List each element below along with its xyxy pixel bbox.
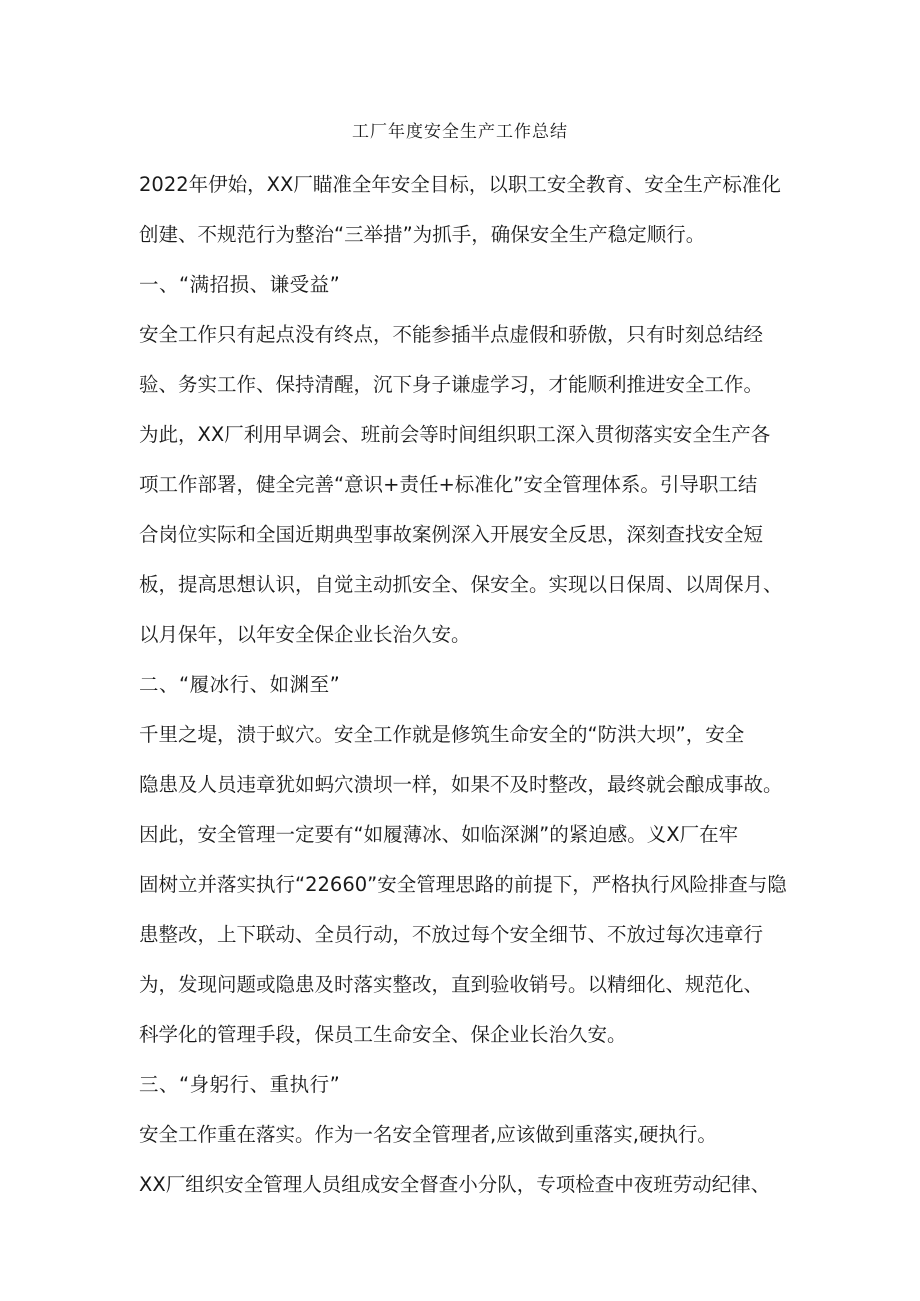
paragraph-line: 因此，安全管理一定要有“如履薄冰、如临深渊”的紧迫感。义X厂在牢 [139,823,739,846]
paragraph-line: 千里之堤，溃于蚁穴。安全工作就是修筑生命安全的“防洪大坝”，安全 [139,723,745,746]
paragraph-line: 安全工作重在落实。作为一名安全管理者,应该做到重落实,硬执行。 [139,1123,717,1146]
paragraph-line: 为此，XX厂利用早调会、班前会等时间组织职工深入贯彻落实安全生产各 [139,423,771,446]
paragraph-line: 创建、不规范行为整治“三举措”为抓手，确保安全生产稳定顺行。 [139,223,706,246]
paragraph-line: 2022年伊始，XX厂瞄准全年安全目标，以职工安全教育、安全生产标准化 [139,173,781,196]
paragraph-line: 板，提高思想认识，自觉主动抓安全、保安全。实现以日保周、以周保月、 [139,573,783,596]
paragraph-line: 固树立并落实执行“22660”安全管理思路的前提下，严格执行风险排查与隐 [139,873,787,896]
paragraph-line: 以月保年，以年安全保企业长治久安。 [139,623,471,646]
section-heading: 三、“身躬行、重执行” [139,1073,341,1096]
document-body [139,160,799,1210]
section-heading: 一、“满招损、谦受益” [139,273,341,296]
document-title: 工厂年度安全生产工作总结 [352,122,568,142]
paragraph-line: XX厂组织安全管理人员组成安全督查小分队，专项检查中夜班劳动纪律、 [139,1173,771,1196]
paragraph-line: 安全工作只有起点没有终点，不能参插半点虚假和骄傲，只有时刻总结经 [139,323,764,346]
paragraph-line: 验、务实工作、保持清醒，沉下身子谦虚学习，才能顺利推进安全工作。 [139,373,764,396]
paragraph-line: 合岗位实际和全国近期典型事故案例深入开展安全反思，深刻查找安全短 [139,523,764,546]
section-heading: 二、“履冰行、如渊至” [139,673,341,696]
paragraph-line: 隐患及人员违章犹如蚂穴溃坝一样，如果不及时整改，最终就会酿成事故。 [139,773,783,796]
paragraph-line: 科学化的管理手段，保员工生命安全、保企业长治久安。 [139,1023,627,1046]
paragraph-line: 患整改，上下联动、全员行动，不放过每个安全细节、不放过每次违章行 [139,923,764,946]
paragraph-line: 项工作部署，健全完善“意识+责任+标准化”安全管理体系。引导职工结 [139,473,758,496]
paragraph-line: 为，发现问题或隐患及时落实整改，直到验收销号。以精细化、规范化、 [139,973,764,996]
